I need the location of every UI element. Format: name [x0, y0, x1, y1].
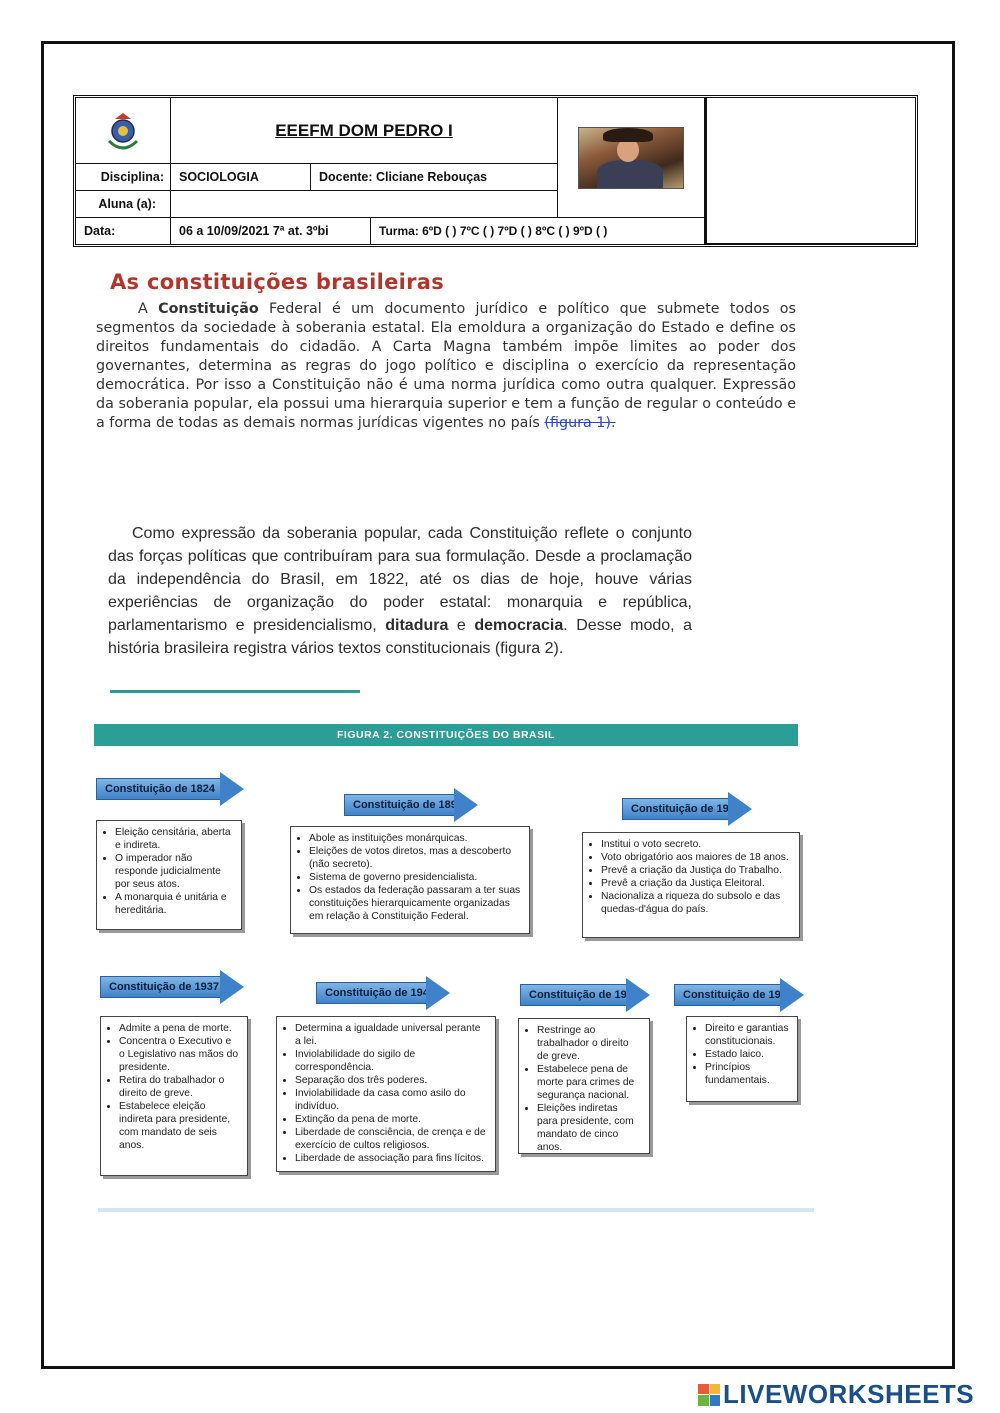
arrow-1967: Constituição de 1967	[520, 978, 650, 1012]
box-1946: • Determina a igualdade universal perante a lei. • Inviolabilidade do sigilo de correspondência. • Separação dos três poderes. • Inviolabilidade da casa como asilo do indivíduo. • Extinção da pena de morte. • Liberdade de consciência, de crença e de exercício de cultos religiosos. • Liberdade de associação para fins lícitos.	[276, 1016, 496, 1172]
arrow-1934: Constituição de 1934	[622, 792, 752, 826]
liveworksheets-logo[interactable]	[698, 1379, 974, 1410]
box-1988: • Direito e garantias constitucionais. • Estado laico. • Princípios fundamentais.	[686, 1016, 798, 1102]
box-1824: • Eleição censitária, aberta e indireta. • O imperador não responde judicialmente por seus atos. • A monarquia é unitária e hereditária.	[96, 820, 242, 930]
data-value: 06 a 10/09/2021 7ª at. 3ºbi	[171, 218, 371, 244]
blank-cell	[705, 98, 915, 244]
liveworksheets-icon	[698, 1384, 720, 1406]
figure-2	[94, 724, 814, 1212]
arrow-1946: Constituição de 1946	[316, 976, 450, 1010]
box-1891: • Abole as instituições monárquicas. • Eleições de votos diretos, mas a descoberto (não secreto). • Sistema de governo presidencialista. • Os estados da federação passaram a ter suas constituições hierarquicamente organizadas em relação à Constituição Federal.	[290, 826, 530, 934]
divider	[110, 690, 360, 693]
aluna-label: Aluna (a):	[76, 191, 171, 218]
school-logo-cell	[76, 98, 171, 164]
portrait-cell	[558, 98, 705, 218]
figure-bottom-rule	[98, 1208, 814, 1212]
box-1967: • Restringe ao trabalhador o direito de greve. • Estabelece pena de morte para crimes de segurança nacional. • Eleições indiretas para presidente, com mandato de cinco anos.	[518, 1018, 650, 1154]
box-1934: • Institui o voto secreto. • Voto obrigatório aos maiores de 18 anos. • Prevê a criação da Justiça do Trabalho. • Prevê a criação da Justiça Eleitoral. • Nacionaliza a riqueza do subsolo e das quedas-d'água do país.	[582, 832, 800, 938]
figure-title: FIGURA 2. CONSTITUIÇÕES DO BRASIL	[94, 724, 798, 746]
liveworksheets-text: LIVEWORKSHEETS	[723, 1379, 975, 1409]
paragraph-1: A Constituição Federal é um documento jurídico e político que submete todos os segmentos da sociedade à soberania estatal. Ela emoldura a organização do Estado e define os direitos fundamentais do cidadão. A Carta Magna também impõe limites ao poder dos governantes, determina as regras do jogo político e disciplina o exercício da representação democrática. Por isso a Constituição não é uma norma jurídica como outra qualquer. Expressão da soberania popular, ela possui uma hierarquia superior e tem a função de regular o conteúdo e a forma de todas as demais normas jurídicas vigentes no país (figura 1).	[96, 301, 797, 431]
crest-icon	[101, 111, 145, 151]
turma-label: Turma: 6ºD ( ) 7ºC ( ) 7ºD ( ) 8ºC ( ) 9ºD ( )	[371, 218, 705, 244]
disciplina-label: Disciplina:	[76, 164, 171, 191]
democracia-bold: democracia	[474, 617, 564, 634]
arrow-1824: Constituição de 1824	[96, 772, 244, 806]
school-name: EEEFM DOM PEDRO I	[171, 98, 558, 164]
arrow-1891: Constituição de 1891	[344, 788, 478, 822]
box-1937: • Admite a pena de morte. • Concentra o Executivo e o Legislativo nas mãos do presidente. • Retira do trabalhador o direito de greve. • Estabelece eleição indireta para presidente, com mandato de seis anos.	[100, 1016, 248, 1176]
docente-label: Docente: Cliciane Rebouças	[311, 164, 558, 191]
aluna-field[interactable]	[171, 191, 558, 218]
ditadura-bold: ditadura	[385, 617, 449, 634]
arrow-1988: Constituição de 1988	[674, 978, 804, 1012]
disciplina-value: SOCIOLOGIA	[171, 164, 311, 191]
data-label: Data:	[76, 218, 171, 244]
paragraph-2: Como expressão da soberania popular, cada Constituição reflete o conjunto das forças políticas que contribuíram para sua formulação. Desde a proclamação da independência do Brasil, em 1822, até os dias de hoje, houve várias experiências de organização do poder estatal: monarquia e república, parlamentarismo e presidencialismo, ditadura e democracia. Desse modo, a história brasileira registra vários textos constitucionais (figura 2).	[108, 525, 693, 657]
arrow-1937: Constituição de 1937	[100, 970, 244, 1004]
article-title: As constituições brasileiras	[110, 270, 445, 294]
figure-1-reference: (figura 1).	[544, 415, 616, 431]
portrait-image	[578, 127, 684, 189]
header-table	[73, 95, 918, 247]
constituicao-bold: Constituição	[158, 301, 259, 317]
